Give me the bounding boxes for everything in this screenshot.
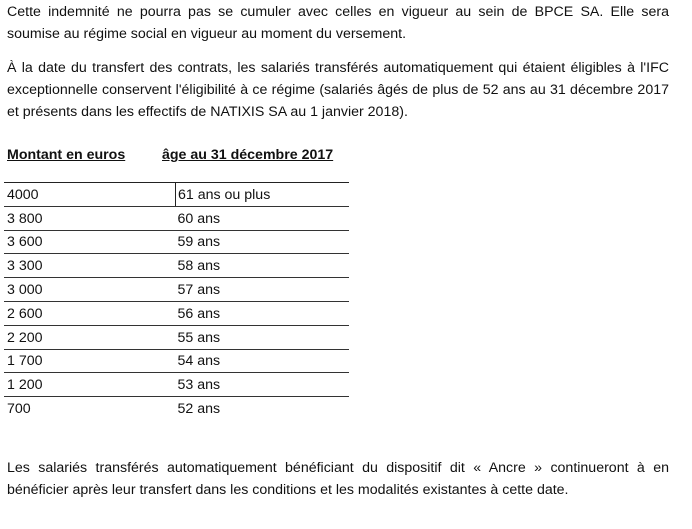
age-cell: 61 ans ou plus: [176, 183, 350, 207]
amount-cell: 3 600: [4, 230, 176, 254]
table-row: [4, 183, 349, 207]
table-headers: [7, 144, 407, 166]
age-cell: 59 ans: [176, 230, 350, 254]
amount-cell: 2 200: [4, 325, 176, 349]
table-row: [4, 373, 349, 397]
intro-paragraph: Cette indemnité ne pourra pas se cumuler avec celles en vigueur au sein de BPCE SA. Elle sera soumise au régime social en vigueur au moment du versement.: [7, 4, 669, 42]
age-cell: 57 ans: [176, 278, 350, 302]
age-cell: 58 ans: [176, 254, 350, 278]
closing-paragraph: Les salariés transférés automatiquement bénéficiant du dispositif dit « Ancre » continueront à en bénéficier après leur transfert dans les conditions et les modalités existantes à cette date.: [7, 460, 669, 498]
amount-column-header: Montant en euros: [7, 147, 126, 163]
amount-cell: 3 800: [4, 206, 176, 230]
age-cell: 53 ans: [176, 373, 350, 397]
age-column-header: âge au 31 décembre 2017: [162, 147, 334, 163]
table-row: [4, 349, 349, 373]
table-row: [4, 397, 349, 420]
indemnity-table: [4, 182, 349, 420]
age-cell: 52 ans: [177, 400, 221, 417]
amount-cell: 4000: [4, 183, 176, 207]
table-row: [4, 301, 349, 325]
amount-cell: 700: [7, 400, 31, 417]
table-row: [4, 206, 349, 230]
amount-cell: 3 000: [4, 278, 176, 302]
age-cell: 56 ans: [176, 301, 350, 325]
amount-cell: 3 300: [4, 254, 176, 278]
amount-cell: 2 600: [4, 301, 176, 325]
age-cell: 54 ans: [176, 349, 350, 373]
table-row: [4, 230, 349, 254]
age-cell: 60 ans: [176, 206, 350, 230]
table-row: [4, 254, 349, 278]
amount-cell: 1 200: [4, 373, 176, 397]
amount-cell: 1 700: [4, 349, 176, 373]
table-row: [4, 278, 349, 302]
table-row: [4, 325, 349, 349]
age-cell: 55 ans: [176, 325, 350, 349]
transfer-paragraph: À la date du transfert des contrats, les salariés transférés automatiquement qui étaient éligibles à l'IFC exceptionnelle conservent l'éligibilité à ce régime (salariés âgés de plus de 52 ans au 31 décembre 2017 et présents dans les effectifs de NATIXIS SA au 1 janvier 2018).: [7, 60, 669, 120]
